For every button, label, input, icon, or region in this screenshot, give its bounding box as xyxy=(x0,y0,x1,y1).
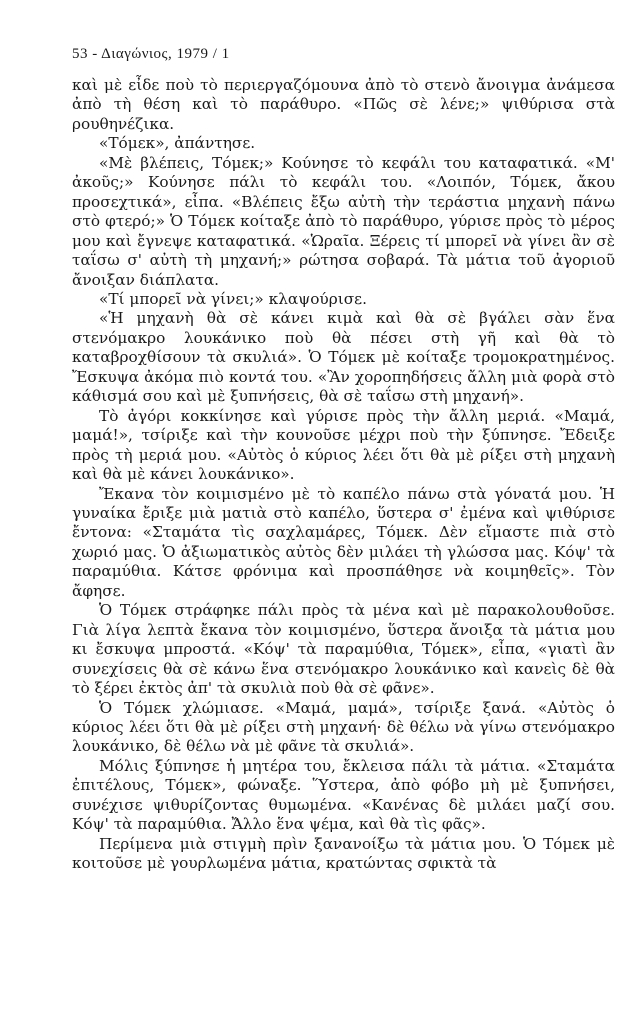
page-text xyxy=(72,76,615,874)
paragraph-6: Τὸ ἀγόρι κοκκίνησε καὶ γύρισε πρὸς τὴν ἄλλη μεριά. «Μαμά, μαμά!», τσίριξε καὶ τὴν κουνοῦσε μέχρι ποὺ τὴν ξύπνησε. Ἔδειξε πρὸς τὴ μεριά μου. «Αὐτὸς ὁ κύριος λέει ὅτι θὰ μὲ ρίξει στὴ μηχανὴ καὶ θὰ μὲ κάνει λουκάνικο». xyxy=(72,406,615,484)
paragraph-9: Ὁ Τόμεκ χλώμιασε. «Μαμά, μαμά», τσίριξε ξανά. «Αὐτὸς ὁ κύριος λέει ὅτι θὰ μὲ ρίξει στὴ μηχανή· δὲ θέλω νὰ γίνω στενόμακρο λουκάνικο, δὲ θέλω νὰ μὲ φᾶνε τὰ σκυλιά». xyxy=(72,698,615,756)
paragraph-5: «Ἡ μηχανὴ θὰ σὲ κάνει κιμὰ καὶ θὰ σὲ βγάλει σὰν ἕνα στενόμακρο λουκάνικο ποὺ θὰ πέσει στὴ γῆ καὶ θὰ τὸ καταβροχθίσουν τὰ σκυλιά». Ὁ Τόμεκ μὲ κοίταξε τρομοκρατημένος. Ἔσκυψα ἀκόμα πιὸ κοντά του. «Ἂν χοροπηδήσεις ἄλλη μιὰ φορὰ στὸ κάθισμά σου καὶ μὲ ξυπνήσεις, θὰ σὲ ταΐσω στὴ μηχανή». xyxy=(72,309,615,406)
paragraph-3: «Μὲ βλέπεις, Τόμεκ;» Κούνησε τὸ κεφάλι του καταφατικά. «Μ' ἀκοῦς;» Κούνησε πάλι τὸ κεφάλι του. «Λοιπόν, Τόμεκ, ἄκου προσεχτικά», εἶπα. «Βλέπεις ἔξω αὐτὴ τὴν τεράστια μηχανὴ πάνω στὸ φτερό;» Ὁ Τόμεκ κοίταξε ἀπὸ τὸ παράθυρο, γύρισε πρὸς τὸ μέρος μου καὶ ἔγνεψε καταφατικά. «Ὡραῖα. Ξέρεις τί μπορεῖ νὰ γίνει ἂν σὲ ταΐσω σ' αὐτὴ τὴ μηχανή;» ρώτησα σοβαρά. Τὰ μάτια τοῦ ἀγοριοῦ ἄνοιξαν διάπλατα. xyxy=(72,153,615,289)
paragraph-11: Περίμενα μιὰ στιγμὴ πρὶν ξανανοίξω τὰ μάτια μου. Ὁ Τόμεκ μὲ κοιτοῦσε μὲ γουρλωμένα μάτια, κρατώντας σφικτὰ τὰ xyxy=(72,834,615,873)
paragraph-10: Μόλις ξύπνησε ἡ μητέρα του, ἔκλεισα πάλι τὰ μάτια. «Σταμάτα ἐπιτέλους, Τόμεκ», φώναξε. Ὕστερα, ἀπὸ φόβο μὴ μὲ ξυπνήσει, συνέχισε ψιθυρίζοντας θυμωμένα. «Κανένας δὲ μιλάει μαζί σου. Κόψ' τὰ παραμύθια. Ἄλλο ἕνα ψέμα, καὶ θὰ τὶς φᾶς». xyxy=(72,756,615,834)
paragraph-1: καὶ μὲ εἶδε ποὺ τὸ περιεργαζόμουνα ἀπὸ τὸ στενὸ ἄνοιγμα ἀνάμεσα ἀπὸ τὴ θέση καὶ τὸ παράθυρο. «Πῶς σὲ λένε;» ψιθύρισα στὰ ρουθηνέζικα. xyxy=(72,76,615,133)
page-header: 53 - Διαγώνιος, 1979 / 1 xyxy=(72,46,230,62)
paragraph-7: Ἔκανα τὸν κοιμισμένο μὲ τὸ καπέλο πάνω στὰ γόνατά μου. Ἡ γυναίκα ἔριξε μιὰ ματιὰ στὸ καπέλο, ὕστερα σ' ἐμένα καὶ ψιθύρισε ἔντονα: «Σταμάτα τὶς σαχλαμάρες, Τόμεκ. Δὲν εἴμαστε πιὰ στὸ χωριό μας. Ὁ ἀξιωματικὸς αὐτὸς δὲν μιλάει τὴ γλώσσα μας. Κόψ' τὰ παραμύθια. Κάτσε φρόνιμα καὶ προσπάθησε νὰ κοιμηθεῖς». Τὸν ἄφησε. xyxy=(72,484,615,600)
paragraph-4: «Τί μπορεῖ νὰ γίνει;» κλαψούρισε. xyxy=(99,289,367,308)
paragraph-8: Ὁ Τόμεκ στράφηκε πάλι πρὸς τὰ μένα καὶ μὲ παρακολουθοῦσε. Γιὰ λίγα λεπτὰ ἔκανα τὸν κοιμισμένο, ὕστερα ἄνοιξα τὰ μάτια μου κι ἔσκυψα μπροστά. «Κόψ' τὰ παραμύθια, Τόμεκ», εἶπα, «γιατὶ ἂν συνεχίσεις θὰ σὲ κάνω ἕνα στενόμακρο λουκάνικο καὶ κανεὶς δὲ θὰ τὸ ξέρει ἐκτὸς ἀπ' τὰ σκυλιὰ ποὺ θὰ σὲ φᾶνε». xyxy=(72,601,615,698)
paragraph-2: «Τόμεκ», ἀπάντησε. xyxy=(99,134,256,153)
